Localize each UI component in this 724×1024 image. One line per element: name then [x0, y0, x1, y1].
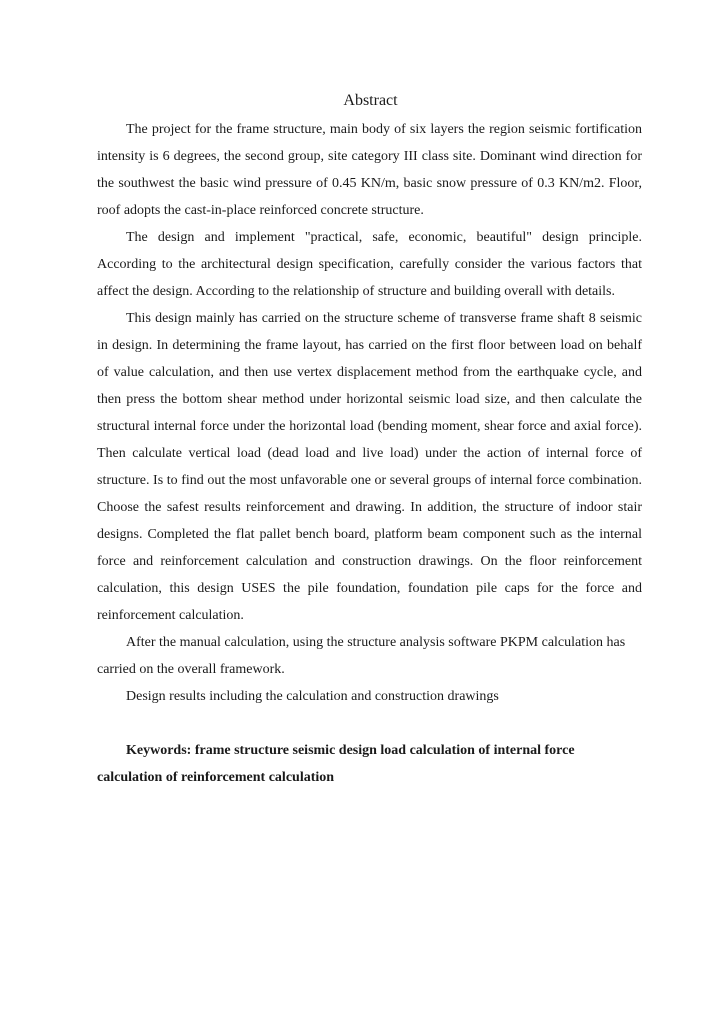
abstract-title: Abstract: [343, 92, 398, 109]
abstract-paragraph-3: This design mainly has carried on the structure scheme of transverse frame shaft 8 seismic in design. In determining the frame layout, has carried on the first floor between load on behalf of value calculation, and then use vertex displacement method from the earthquake cycle, and then press the bottom shear method under horizontal seismic load size, and then calculate the structural internal force under the horizontal load (bending moment, shear force and axial force). Then calculate vertical load (dead load and live load) under the action of internal force of structure. Is to find out the most unfavorable one or several groups of internal force combination. Choose the safest results reinforcement and drawing. In addition, the structure of indoor stair designs. Completed the flat pallet bench board, platform beam component such as the internal force and reinforcement calculation and construction drawings. On the floor reinforcement calculation, this design USES the pile foundation, foundation pile caps for the force and reinforcement calculation.: [97, 311, 642, 623]
keywords-line: Keywords: frame structure seismic design load calculation of internal force calculation of reinforcement calculation: [97, 743, 575, 785]
abstract-paragraph-2: The design and implement "practical, safe, economic, beautiful" design principle. According to the architectural design specification, carefully consider the various factors that affect the design. According to the relationship of structure and building overall with details.: [97, 230, 642, 299]
abstract-paragraph-1: The project for the frame structure, main body of six layers the region seismic fortification intensity is 6 degrees, the second group, site category III class site. Dominant wind direction for the southwest the basic wind pressure of 0.45 KN/m, basic snow pressure of 0.3 KN/m2. Floor, roof adopts the cast-in-place reinforced concrete structure.: [97, 122, 642, 218]
document-page: [97, 90, 642, 805]
abstract-paragraph-5: Design results including the calculation and construction drawings: [126, 689, 499, 704]
abstract-paragraph-4: After the manual calculation, using the structure analysis software PKPM calculation has carried on the overall framework.: [97, 635, 626, 677]
